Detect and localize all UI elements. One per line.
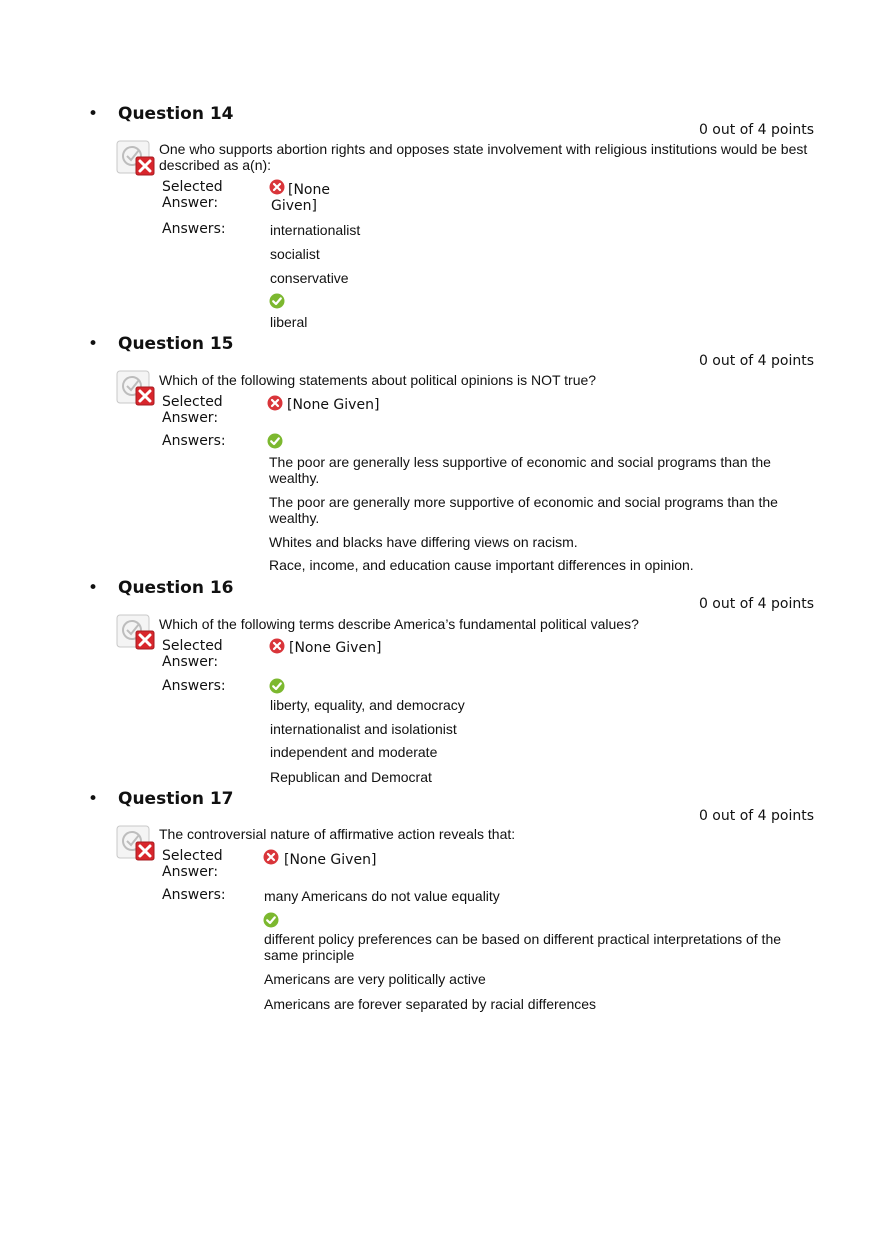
incorrect-status-icon: [116, 614, 156, 652]
incorrect-icon: [269, 638, 285, 654]
points: 0 out of 4 points: [698, 122, 814, 138]
answer-option: Race, income, and education cause important differences in opinion.: [269, 557, 694, 573]
points: 0 out of 4 points: [698, 596, 814, 612]
selected-answer-label: Selected Answer:: [162, 848, 223, 880]
points: 0 out of 4 points: [698, 808, 814, 824]
incorrect-icon: [263, 849, 279, 865]
answer-option: conservative: [270, 270, 349, 286]
question-title: Question 17: [118, 789, 234, 809]
selected-answer-label: Selected Answer:: [162, 179, 223, 211]
incorrect-icon: [267, 395, 283, 411]
answer-option: Republican and Democrat: [270, 769, 432, 785]
question-text: The controversial nature of affirmative action reveals that:: [159, 826, 516, 842]
answer-option: socialist: [270, 246, 320, 262]
selected-answer-value: [None Given]: [289, 640, 382, 656]
bullet: •: [88, 104, 99, 124]
bullet: •: [88, 334, 99, 354]
question-text: Which of the following statements about political opinions is NOT true?: [159, 372, 597, 388]
answers-label: Answers:: [162, 887, 226, 903]
answer-option-correct: liberty, equality, and democracy: [270, 697, 465, 713]
answer-option: internationalist and isolationist: [270, 721, 457, 737]
incorrect-status-icon: [116, 370, 156, 408]
question-text: Which of the following terms describe America’s fundamental political values?: [159, 616, 639, 632]
selected-answer-value: [None Given]: [287, 397, 380, 413]
correct-icon: [267, 433, 283, 449]
correct-icon: [269, 293, 285, 309]
question-text: One who supports abortion rights and opposes state involvement with religious institutions would be best described as a(n):: [159, 141, 808, 173]
incorrect-status-icon: [116, 140, 156, 178]
answer-option: internationalist: [270, 222, 361, 238]
answer-option: many Americans do not value equality: [264, 888, 500, 904]
bullet: •: [88, 789, 99, 809]
selected-answer-label: Selected Answer:: [162, 638, 223, 670]
answers-label: Answers:: [162, 678, 226, 694]
answer-option: The poor are generally more supportive of economic and social programs than the wealthy.: [269, 494, 778, 526]
question-title: Question 14: [118, 104, 234, 124]
answer-option-correct: liberal: [270, 314, 308, 330]
answer-option: Whites and blacks have differing views on racism.: [269, 534, 578, 550]
selected-answer-value: [None Given]: [271, 182, 330, 214]
selected-answer-value: [None Given]: [284, 852, 377, 868]
answer-option: independent and moderate: [270, 744, 438, 760]
question-title: Question 15: [118, 334, 234, 354]
answer-option: Americans are very politically active: [264, 971, 486, 987]
answer-option: Americans are forever separated by racial differences: [264, 996, 597, 1012]
incorrect-status-icon: [116, 825, 156, 863]
question-title: Question 16: [118, 578, 234, 598]
answers-label: Answers:: [162, 433, 226, 449]
points: 0 out of 4 points: [698, 353, 814, 369]
answer-option-correct: The poor are generally less supportive of economic and social programs than the wealthy.: [269, 454, 771, 486]
answer-option-correct: different policy preferences can be based on different practical interpretations of the same principle: [264, 931, 782, 963]
correct-icon: [269, 678, 285, 694]
selected-answer-label: Selected Answer:: [162, 394, 223, 426]
correct-icon: [263, 912, 279, 928]
answers-label: Answers:: [162, 221, 226, 237]
bullet: •: [88, 578, 99, 598]
